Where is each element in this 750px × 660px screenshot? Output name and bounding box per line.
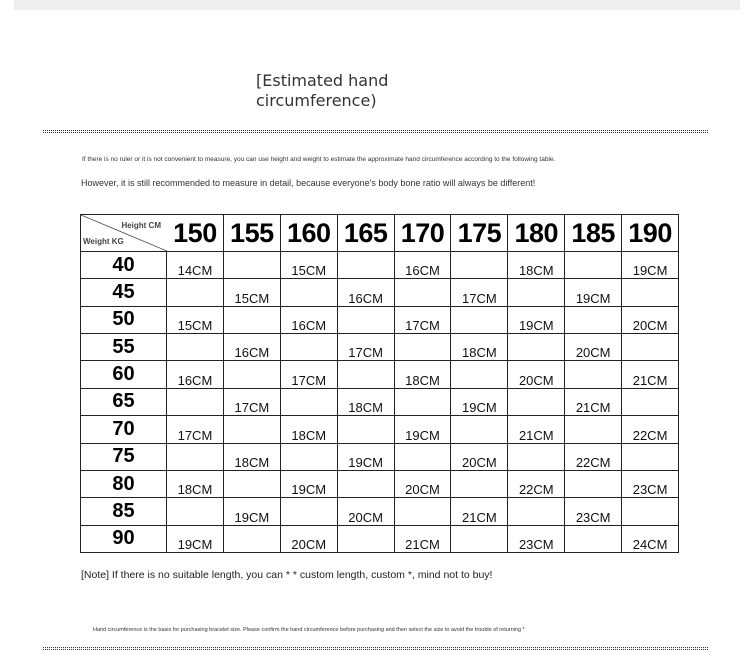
size-cell: 18CM [508, 252, 565, 279]
size-cell: 19CM [167, 525, 224, 552]
size-cell: 22CM [565, 443, 622, 470]
height-header-190: 190 [622, 215, 679, 252]
size-cell [565, 525, 622, 552]
size-cell: 22CM [622, 416, 679, 443]
size-cell [337, 416, 394, 443]
size-cell [451, 416, 508, 443]
size-cell [167, 498, 224, 525]
table-body [81, 252, 679, 553]
size-cell [508, 443, 565, 470]
divider-top [43, 130, 708, 133]
size-cell [394, 443, 451, 470]
weight-cell-60: 60 [81, 361, 167, 388]
size-cell: 16CM [167, 361, 224, 388]
size-cell [280, 443, 337, 470]
size-cell [337, 361, 394, 388]
table-row [81, 470, 679, 497]
height-header-180: 180 [508, 215, 565, 252]
size-cell [565, 306, 622, 333]
weight-cell-85: 85 [81, 498, 167, 525]
size-cell [167, 388, 224, 415]
table-row [81, 498, 679, 525]
weight-cell-55: 55 [81, 334, 167, 361]
size-cell: 17CM [337, 334, 394, 361]
size-cell [622, 334, 679, 361]
size-cell: 16CM [223, 334, 280, 361]
table-row [81, 525, 679, 552]
size-cell: 22CM [508, 470, 565, 497]
height-header-165: 165 [337, 215, 394, 252]
table-corner-cell [81, 215, 167, 252]
size-cell [622, 388, 679, 415]
size-cell [451, 525, 508, 552]
intro-small-text: If there is no ruler or it is not convenient to measure, you can use height and weight to estimate the approximate hand circumference according to the following table. [82, 156, 556, 163]
size-cell: 15CM [280, 252, 337, 279]
weight-cell-65: 65 [81, 388, 167, 415]
size-cell [280, 498, 337, 525]
divider-bottom [43, 647, 708, 650]
size-cell: 21CM [451, 498, 508, 525]
size-cell: 19CM [394, 416, 451, 443]
height-header-185: 185 [565, 215, 622, 252]
size-cell [565, 416, 622, 443]
size-cell: 21CM [565, 388, 622, 415]
size-cell [280, 388, 337, 415]
size-cell: 19CM [565, 279, 622, 306]
size-cell: 16CM [394, 252, 451, 279]
intro-text: However, it is still recommended to measure in detail, because everyone's body bone ratio will always be different! [81, 178, 536, 188]
size-cell: 19CM [508, 306, 565, 333]
footer-text: Hand circumference is the basis for purchasing bracelet size. Please confirm the hand circumference before purchasing and then select the size to avoid the trouble of returning * [93, 627, 525, 633]
size-cell [508, 334, 565, 361]
size-cell: 17CM [223, 388, 280, 415]
size-cell [167, 443, 224, 470]
size-cell: 18CM [223, 443, 280, 470]
size-cell: 15CM [167, 306, 224, 333]
size-cell: 19CM [337, 443, 394, 470]
size-cell [223, 470, 280, 497]
size-cell [622, 279, 679, 306]
size-cell: 18CM [280, 416, 337, 443]
size-cell: 19CM [451, 388, 508, 415]
size-cell: 17CM [280, 361, 337, 388]
size-cell: 18CM [337, 388, 394, 415]
weight-cell-50: 50 [81, 306, 167, 333]
size-cell: 19CM [280, 470, 337, 497]
size-cell: 20CM [451, 443, 508, 470]
size-cell [223, 306, 280, 333]
size-cell [508, 279, 565, 306]
size-cell: 15CM [223, 279, 280, 306]
top-strip [14, 0, 740, 10]
corner-weight-label: Weight KG [83, 237, 124, 246]
height-header-170: 170 [394, 215, 451, 252]
size-cell: 21CM [622, 361, 679, 388]
size-cell [622, 498, 679, 525]
height-header-155: 155 [223, 215, 280, 252]
table-row [81, 252, 679, 279]
size-table [80, 214, 679, 553]
table-row [81, 279, 679, 306]
size-cell: 19CM [622, 252, 679, 279]
size-cell: 20CM [622, 306, 679, 333]
size-cell [167, 334, 224, 361]
height-header-150: 150 [167, 215, 224, 252]
size-cell: 23CM [622, 470, 679, 497]
weight-cell-75: 75 [81, 443, 167, 470]
size-cell [451, 306, 508, 333]
table-row [81, 416, 679, 443]
weight-cell-70: 70 [81, 416, 167, 443]
corner-height-label: Height CM [121, 221, 161, 230]
page-title: [Estimated hand circumference) [256, 71, 389, 110]
size-cell [565, 470, 622, 497]
size-cell [280, 334, 337, 361]
size-cell [565, 252, 622, 279]
weight-cell-45: 45 [81, 279, 167, 306]
size-cell: 20CM [394, 470, 451, 497]
size-cell [337, 525, 394, 552]
size-cell [394, 334, 451, 361]
table-row [81, 388, 679, 415]
size-cell: 18CM [394, 361, 451, 388]
size-cell [394, 388, 451, 415]
size-cell [508, 388, 565, 415]
size-cell: 20CM [565, 334, 622, 361]
size-cell: 18CM [167, 470, 224, 497]
size-cell [337, 470, 394, 497]
weight-cell-90: 90 [81, 525, 167, 552]
size-cell [223, 252, 280, 279]
size-cell [508, 498, 565, 525]
size-cell: 21CM [508, 416, 565, 443]
height-header-160: 160 [280, 215, 337, 252]
table-row [81, 306, 679, 333]
size-cell: 20CM [280, 525, 337, 552]
size-cell [451, 361, 508, 388]
size-cell [394, 498, 451, 525]
size-cell [451, 470, 508, 497]
table-header-row [81, 215, 679, 252]
size-cell [223, 416, 280, 443]
size-cell: 20CM [337, 498, 394, 525]
size-cell: 16CM [280, 306, 337, 333]
size-cell: 17CM [451, 279, 508, 306]
size-cell: 20CM [508, 361, 565, 388]
height-header-175: 175 [451, 215, 508, 252]
size-cell [451, 252, 508, 279]
size-cell: 14CM [167, 252, 224, 279]
note-text: [Note] If there is no suitable length, you can * * custom length, custom *, mind not to buy! [81, 569, 493, 581]
size-cell [167, 279, 224, 306]
size-cell: 23CM [565, 498, 622, 525]
size-cell [223, 361, 280, 388]
table-row [81, 361, 679, 388]
table-row [81, 443, 679, 470]
size-cell: 18CM [451, 334, 508, 361]
size-cell [223, 525, 280, 552]
size-cell [337, 252, 394, 279]
size-cell: 24CM [622, 525, 679, 552]
size-cell: 16CM [337, 279, 394, 306]
weight-cell-80: 80 [81, 470, 167, 497]
weight-cell-40: 40 [81, 252, 167, 279]
size-cell [565, 361, 622, 388]
size-cell [394, 279, 451, 306]
size-cell: 19CM [223, 498, 280, 525]
size-cell [337, 306, 394, 333]
size-cell [622, 443, 679, 470]
size-cell: 17CM [394, 306, 451, 333]
table-row [81, 334, 679, 361]
size-cell: 17CM [167, 416, 224, 443]
size-cell: 23CM [508, 525, 565, 552]
size-cell: 21CM [394, 525, 451, 552]
size-cell [280, 279, 337, 306]
